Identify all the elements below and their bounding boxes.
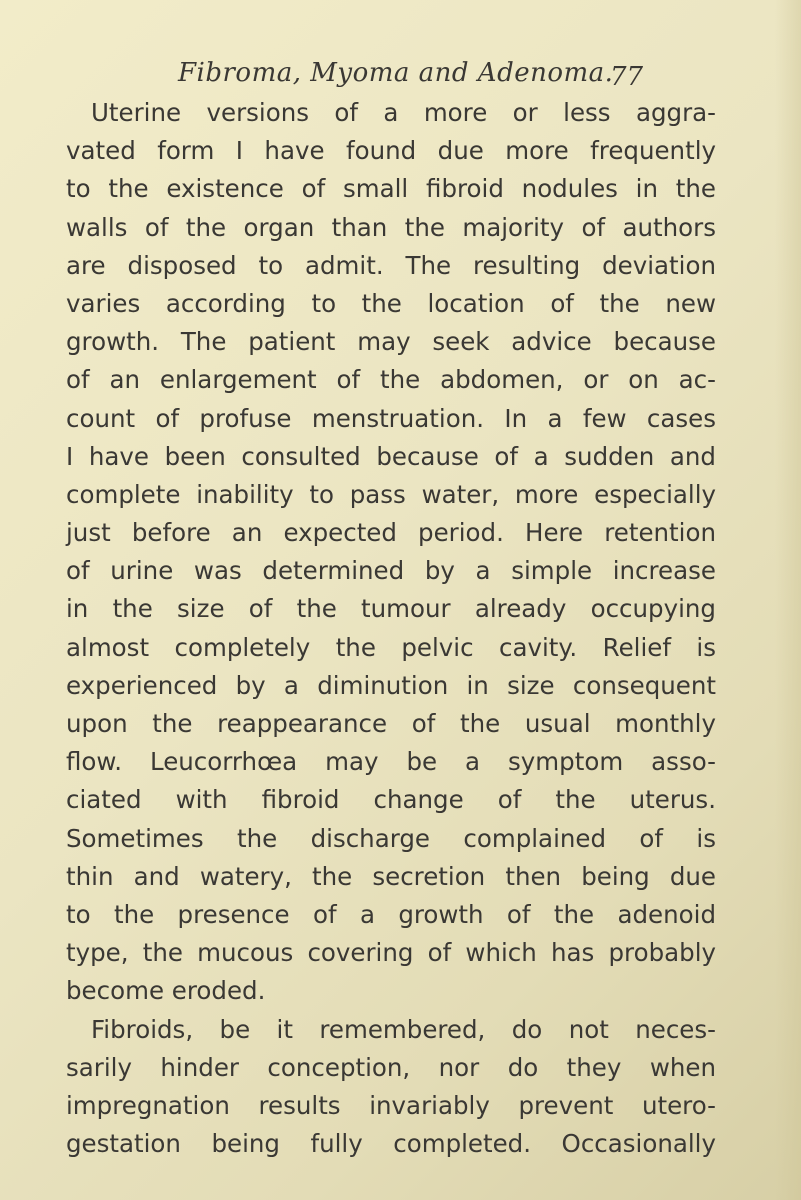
- text-line: sarily hinder conception, nor do they when: [66, 1052, 716, 1082]
- text-line: walls of the organ than the majority of authors: [66, 212, 716, 242]
- running-title: Fibroma, Myoma and Adenoma.: [178, 58, 614, 88]
- text-line: Fibroids, be it remembered, do not neces-: [91, 1014, 716, 1044]
- body-text: [66, 94, 716, 1163]
- text-line: flow. Leucorrhœa may be a symptom asso-: [66, 747, 716, 777]
- text-line: growth. The patient may seek advice because: [66, 327, 716, 357]
- page-number: 77: [610, 62, 644, 92]
- text-line: varies according to the location of the new: [66, 288, 716, 318]
- text-line: just before an expected period. Here retention: [66, 518, 716, 548]
- text-line: experienced by a diminution in size consequent: [66, 670, 716, 700]
- text-line: count of profuse menstruation. In a few cases: [66, 403, 716, 433]
- text-line: vated form I have found due more frequently: [66, 136, 716, 166]
- text-line: I have been consulted because of a sudden and: [66, 441, 716, 471]
- text-line: complete inability to pass water, more especially: [66, 479, 716, 509]
- text-line: to the presence of a growth of the adenoid: [66, 899, 716, 929]
- text-line: gestation being fully completed. Occasionally: [66, 1129, 716, 1159]
- text-line: ciated with fibroid change of the uterus.: [66, 785, 716, 815]
- text-line: almost completely the pelvic cavity. Relief is: [66, 632, 716, 662]
- text-line: are disposed to admit. The resulting deviation: [66, 250, 716, 280]
- text-line: in the size of the tumour already occupying: [66, 594, 716, 624]
- text-line: upon the reappearance of the usual monthly: [66, 709, 716, 738]
- text-line: of an enlargement of the abdomen, or on ac-: [66, 365, 716, 395]
- text-line: type, the mucous covering of which has probably: [66, 938, 716, 968]
- page-edge-shadow: [775, 0, 801, 1200]
- text-line: of urine was determined by a simple increase: [66, 556, 716, 586]
- text-line: become eroded.: [66, 976, 266, 1006]
- text-line: impregnation results invariably prevent utero-: [66, 1090, 716, 1120]
- text-line: to the existence of small fibroid nodules in the: [66, 174, 716, 204]
- text-line: Uterine versions of a more or less aggra-: [91, 98, 716, 127]
- text-line: Sometimes the discharge complained of is: [66, 823, 716, 853]
- text-line: thin and watery, the secretion then being due: [66, 861, 716, 891]
